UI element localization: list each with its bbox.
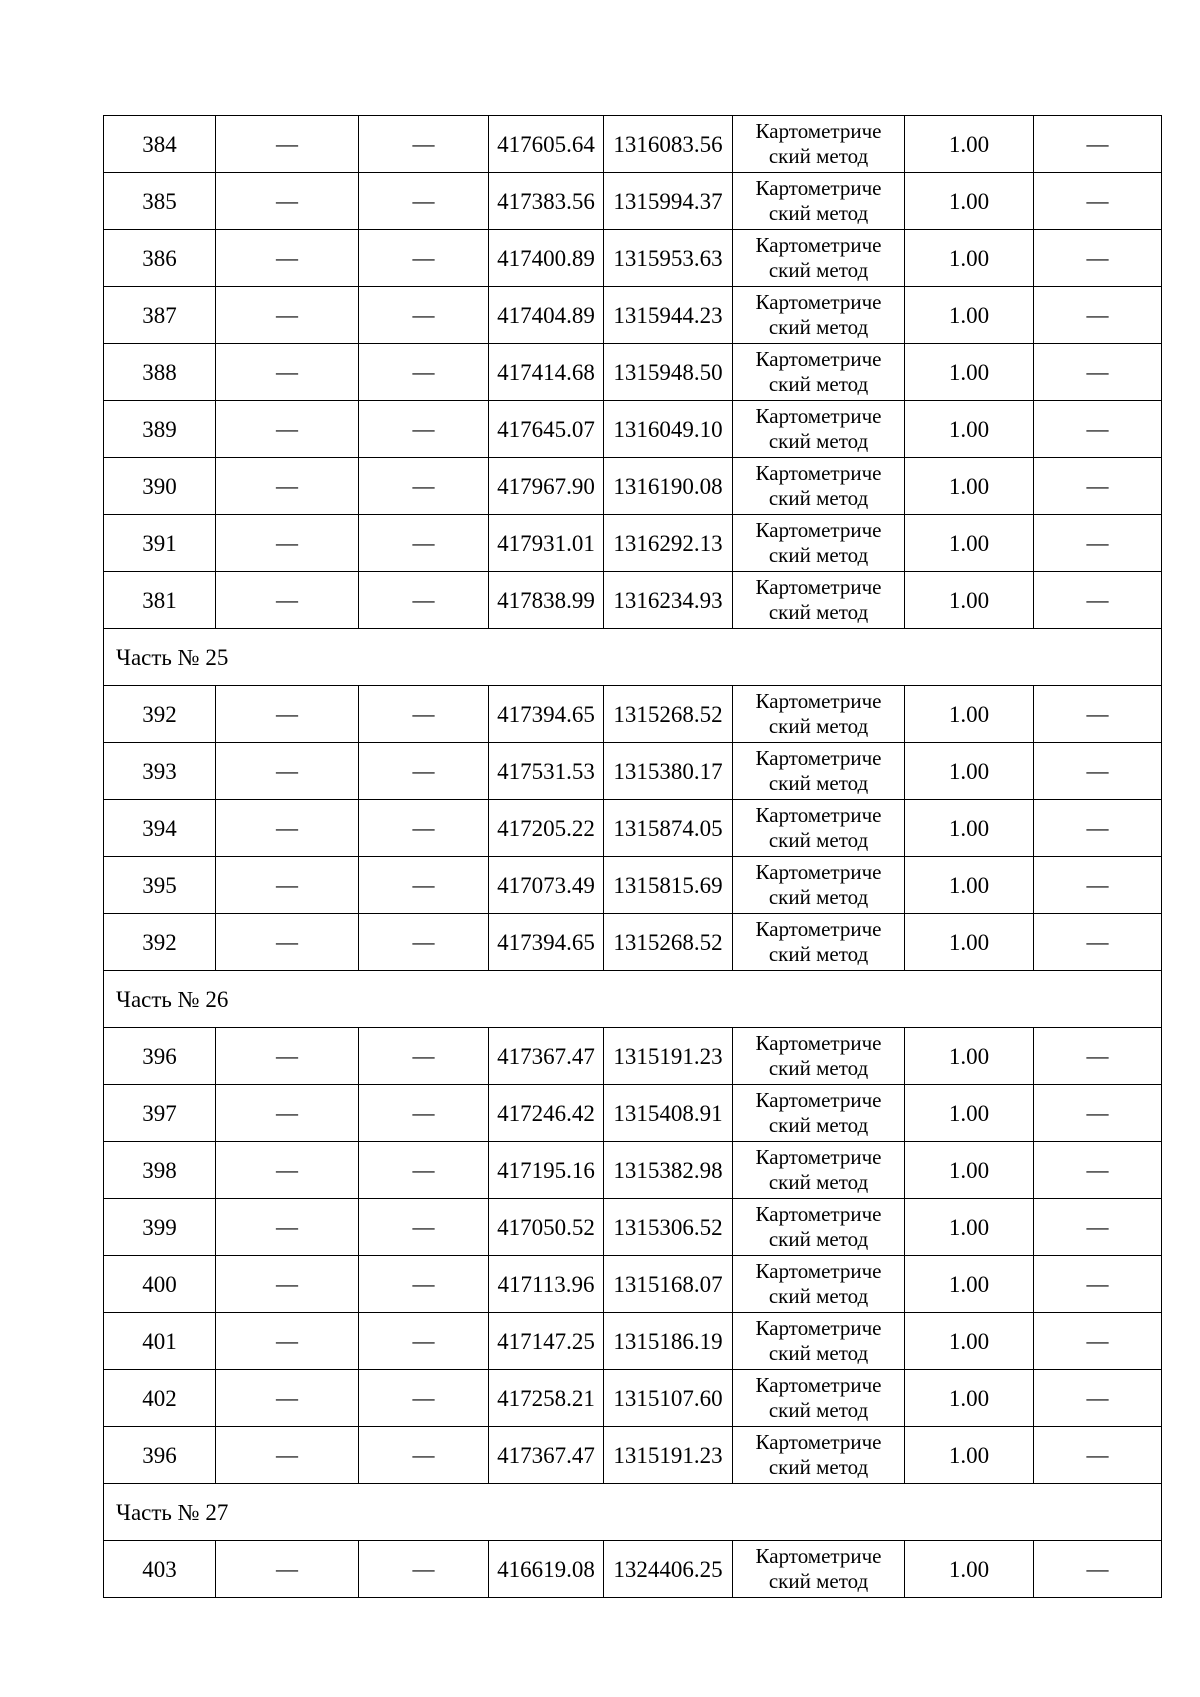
x-coordinate-cell: 417113.96 [489,1256,604,1313]
dash-cell: — [359,1085,489,1142]
table-row [104,1256,1162,1313]
x-coordinate-cell: 417073.49 [489,857,604,914]
dash-cell: — [216,344,359,401]
x-coordinate-cell: 417205.22 [489,800,604,857]
method-line-2: ский метод [768,1455,869,1479]
table-row [104,287,1162,344]
method-line-1: Картометриче [755,1201,882,1226]
method-line-1: Картометриче [755,1543,882,1568]
dash-cell: — [1034,1199,1162,1256]
method-cell [733,1085,905,1142]
y-coordinate-cell: 1315944.23 [604,287,733,344]
method-line-2: ский метод [768,600,869,624]
method-line-1: Картометриче [755,1315,882,1340]
dash-cell: — [1034,116,1162,173]
dash-cell: — [1034,515,1162,572]
method-line-2: ский метод [768,1113,869,1137]
dash-cell: — [1034,1256,1162,1313]
method-cell [733,800,905,857]
point-number-cell: 386 [104,230,216,287]
table-row [104,401,1162,458]
point-number-cell: 400 [104,1256,216,1313]
y-coordinate-cell: 1315380.17 [604,743,733,800]
table-row [104,1199,1162,1256]
precision-cell: 1.00 [905,686,1034,743]
x-coordinate-cell: 417414.68 [489,344,604,401]
x-coordinate-cell: 417383.56 [489,173,604,230]
dash-cell: — [1034,743,1162,800]
method-cell [733,1199,905,1256]
method-line-1: Картометриче [755,1087,882,1112]
dash-cell: — [216,458,359,515]
dash-cell: — [216,857,359,914]
method-line-1: Картометриче [755,745,882,770]
method-line-2: ский метод [768,1341,869,1365]
method-cell [733,287,905,344]
method-cell [733,1370,905,1427]
table-row [104,686,1162,743]
method-cell [733,1256,905,1313]
method-line-1: Картометриче [755,1030,882,1055]
precision-cell: 1.00 [905,1541,1034,1598]
method-line-2: ский метод [768,1170,869,1194]
precision-cell: 1.00 [905,1085,1034,1142]
dash-cell: — [359,287,489,344]
dash-cell: — [216,1085,359,1142]
x-coordinate-cell: 417400.89 [489,230,604,287]
method-line-1: Картометриче [755,232,882,257]
method-line-2: ский метод [768,543,869,567]
method-line-2: ский метод [768,942,869,966]
y-coordinate-cell: 1315382.98 [604,1142,733,1199]
point-number-cell: 384 [104,116,216,173]
y-coordinate-cell: 1315107.60 [604,1370,733,1427]
method-cell [733,344,905,401]
table-row [104,1370,1162,1427]
y-coordinate-cell: 1316190.08 [604,458,733,515]
section-header-row [104,971,1162,1028]
x-coordinate-cell: 417367.47 [489,1028,604,1085]
y-coordinate-cell: 1315191.23 [604,1427,733,1484]
y-coordinate-cell: 1315874.05 [604,800,733,857]
method-line-1: Картометриче [755,1258,882,1283]
x-coordinate-cell: 417404.89 [489,287,604,344]
table-row [104,344,1162,401]
dash-cell: — [359,458,489,515]
x-coordinate-cell: 417147.25 [489,1313,604,1370]
table-row [104,230,1162,287]
method-line-1: Картометриче [755,1429,882,1454]
table-body [104,116,1162,1598]
point-number-cell: 401 [104,1313,216,1370]
point-number-cell: 398 [104,1142,216,1199]
precision-cell: 1.00 [905,743,1034,800]
dash-cell: — [1034,1370,1162,1427]
precision-cell: 1.00 [905,287,1034,344]
precision-cell: 1.00 [905,458,1034,515]
method-line-2: ский метод [768,771,869,795]
y-coordinate-cell: 1316083.56 [604,116,733,173]
table-row [104,800,1162,857]
method-line-2: ский метод [768,372,869,396]
dash-cell: — [359,800,489,857]
precision-cell: 1.00 [905,572,1034,629]
point-number-cell: 390 [104,458,216,515]
x-coordinate-cell: 417367.47 [489,1427,604,1484]
x-coordinate-cell: 417394.65 [489,914,604,971]
dash-cell: — [359,572,489,629]
x-coordinate-cell: 417258.21 [489,1370,604,1427]
y-coordinate-cell: 1315815.69 [604,857,733,914]
dash-cell: — [1034,572,1162,629]
dash-cell: — [216,743,359,800]
dash-cell: — [1034,287,1162,344]
precision-cell: 1.00 [905,1142,1034,1199]
method-line-2: ский метод [768,1227,869,1251]
table-row [104,1541,1162,1598]
y-coordinate-cell: 1315306.52 [604,1199,733,1256]
dash-cell: — [359,1028,489,1085]
table-row [104,914,1162,971]
section-label: Часть № 26 [104,971,1162,1028]
precision-cell: 1.00 [905,857,1034,914]
method-line-1: Картометриче [755,346,882,371]
y-coordinate-cell: 1315268.52 [604,914,733,971]
method-line-2: ский метод [768,885,869,909]
x-coordinate-cell: 417394.65 [489,686,604,743]
dash-cell: — [359,743,489,800]
table-row [104,1028,1162,1085]
section-label: Часть № 27 [104,1484,1162,1541]
dash-cell: — [359,1142,489,1199]
dash-cell: — [216,515,359,572]
dash-cell: — [216,914,359,971]
method-cell [733,1427,905,1484]
dash-cell: — [359,401,489,458]
method-line-1: Картометриче [755,1372,882,1397]
dash-cell: — [216,1199,359,1256]
x-coordinate-cell: 417967.90 [489,458,604,515]
dash-cell: — [1034,914,1162,971]
dash-cell: — [216,230,359,287]
dash-cell: — [216,401,359,458]
method-line-1: Картометриче [755,859,882,884]
dash-cell: — [359,515,489,572]
section-label: Часть № 25 [104,629,1162,686]
dash-cell: — [216,800,359,857]
dash-cell: — [359,173,489,230]
point-number-cell: 402 [104,1370,216,1427]
method-cell [733,572,905,629]
method-line-1: Картометриче [755,1144,882,1169]
method-cell [733,1541,905,1598]
x-coordinate-cell: 417246.42 [489,1085,604,1142]
method-cell [733,914,905,971]
precision-cell: 1.00 [905,1313,1034,1370]
point-number-cell: 399 [104,1199,216,1256]
y-coordinate-cell: 1315191.23 [604,1028,733,1085]
method-cell [733,515,905,572]
y-coordinate-cell: 1316049.10 [604,401,733,458]
y-coordinate-cell: 1315168.07 [604,1256,733,1313]
dash-cell: — [1034,1541,1162,1598]
method-line-2: ский метод [768,828,869,852]
point-number-cell: 394 [104,800,216,857]
precision-cell: 1.00 [905,515,1034,572]
precision-cell: 1.00 [905,230,1034,287]
dash-cell: — [1034,1427,1162,1484]
dash-cell: — [1034,344,1162,401]
dash-cell: — [1034,401,1162,458]
method-line-2: ский метод [768,1284,869,1308]
point-number-cell: 385 [104,173,216,230]
y-coordinate-cell: 1315186.19 [604,1313,733,1370]
dash-cell: — [216,686,359,743]
y-coordinate-cell: 1316234.93 [604,572,733,629]
point-number-cell: 395 [104,857,216,914]
precision-cell: 1.00 [905,1427,1034,1484]
point-number-cell: 392 [104,686,216,743]
x-coordinate-cell: 417838.99 [489,572,604,629]
dash-cell: — [359,1199,489,1256]
point-number-cell: 396 [104,1427,216,1484]
dash-cell: — [359,1370,489,1427]
dash-cell: — [216,1427,359,1484]
dash-cell: — [216,1313,359,1370]
point-number-cell: 403 [104,1541,216,1598]
dash-cell: — [216,572,359,629]
table-row [104,857,1162,914]
dash-cell: — [1034,800,1162,857]
y-coordinate-cell: 1315953.63 [604,230,733,287]
x-coordinate-cell: 417645.07 [489,401,604,458]
x-coordinate-cell: 417531.53 [489,743,604,800]
table-row [104,1313,1162,1370]
dash-cell: — [1034,1313,1162,1370]
method-cell [733,116,905,173]
method-line-1: Картометриче [755,175,882,200]
dash-cell: — [1034,1142,1162,1199]
dash-cell: — [1034,857,1162,914]
table-row [104,1085,1162,1142]
method-cell [733,458,905,515]
method-line-1: Картометриче [755,460,882,485]
method-line-2: ский метод [768,486,869,510]
method-line-2: ский метод [768,1056,869,1080]
method-line-1: Картометриче [755,574,882,599]
y-coordinate-cell: 1316292.13 [604,515,733,572]
dash-cell: — [1034,230,1162,287]
dash-cell: — [1034,173,1162,230]
table-row [104,116,1162,173]
dash-cell: — [359,1256,489,1313]
x-coordinate-cell: 416619.08 [489,1541,604,1598]
dash-cell: — [359,1427,489,1484]
method-line-2: ский метод [768,1398,869,1422]
y-coordinate-cell: 1324406.25 [604,1541,733,1598]
table-row [104,1142,1162,1199]
precision-cell: 1.00 [905,1256,1034,1313]
method-cell [733,1313,905,1370]
method-cell [733,1142,905,1199]
dash-cell: — [216,116,359,173]
section-header-row [104,1484,1162,1541]
method-cell [733,857,905,914]
dash-cell: — [1034,1085,1162,1142]
precision-cell: 1.00 [905,116,1034,173]
table-row [104,743,1162,800]
precision-cell: 1.00 [905,401,1034,458]
dash-cell: — [216,287,359,344]
precision-cell: 1.00 [905,344,1034,401]
dash-cell: — [216,1028,359,1085]
x-coordinate-cell: 417931.01 [489,515,604,572]
dash-cell: — [359,1541,489,1598]
method-cell [733,1028,905,1085]
method-cell [733,686,905,743]
method-line-2: ский метод [768,429,869,453]
y-coordinate-cell: 1315408.91 [604,1085,733,1142]
x-coordinate-cell: 417605.64 [489,116,604,173]
method-line-1: Картометриче [755,802,882,827]
coordinates-table [103,115,1162,1598]
method-line-2: ский метод [768,1569,869,1593]
method-line-2: ский метод [768,714,869,738]
table-row [104,572,1162,629]
dash-cell: — [359,1313,489,1370]
y-coordinate-cell: 1315994.37 [604,173,733,230]
method-cell [733,743,905,800]
point-number-cell: 381 [104,572,216,629]
method-line-1: Картометриче [755,403,882,428]
precision-cell: 1.00 [905,914,1034,971]
dash-cell: — [359,857,489,914]
x-coordinate-cell: 417195.16 [489,1142,604,1199]
method-cell [733,401,905,458]
dash-cell: — [1034,1028,1162,1085]
method-line-2: ский метод [768,201,869,225]
point-number-cell: 392 [104,914,216,971]
section-header-row [104,629,1162,686]
dash-cell: — [1034,686,1162,743]
dash-cell: — [216,1370,359,1427]
point-number-cell: 387 [104,287,216,344]
dash-cell: — [359,116,489,173]
method-cell [733,230,905,287]
precision-cell: 1.00 [905,1370,1034,1427]
x-coordinate-cell: 417050.52 [489,1199,604,1256]
method-line-1: Картометриче [755,916,882,941]
method-cell [733,173,905,230]
method-line-1: Картометриче [755,118,882,143]
dash-cell: — [359,686,489,743]
point-number-cell: 393 [104,743,216,800]
table-row [104,173,1162,230]
method-line-1: Картометриче [755,289,882,314]
method-line-2: ский метод [768,144,869,168]
precision-cell: 1.00 [905,1199,1034,1256]
method-line-2: ский метод [768,258,869,282]
point-number-cell: 391 [104,515,216,572]
method-line-1: Картометриче [755,688,882,713]
precision-cell: 1.00 [905,1028,1034,1085]
y-coordinate-cell: 1315268.52 [604,686,733,743]
dash-cell: — [216,1256,359,1313]
method-line-1: Картометриче [755,517,882,542]
point-number-cell: 396 [104,1028,216,1085]
point-number-cell: 388 [104,344,216,401]
dash-cell: — [216,173,359,230]
dash-cell: — [216,1142,359,1199]
precision-cell: 1.00 [905,173,1034,230]
method-line-2: ский метод [768,315,869,339]
y-coordinate-cell: 1315948.50 [604,344,733,401]
precision-cell: 1.00 [905,800,1034,857]
table-row [104,458,1162,515]
dash-cell: — [1034,458,1162,515]
dash-cell: — [359,344,489,401]
point-number-cell: 389 [104,401,216,458]
point-number-cell: 397 [104,1085,216,1142]
dash-cell: — [359,230,489,287]
table-row [104,515,1162,572]
table-row [104,1427,1162,1484]
dash-cell: — [359,914,489,971]
dash-cell: — [216,1541,359,1598]
